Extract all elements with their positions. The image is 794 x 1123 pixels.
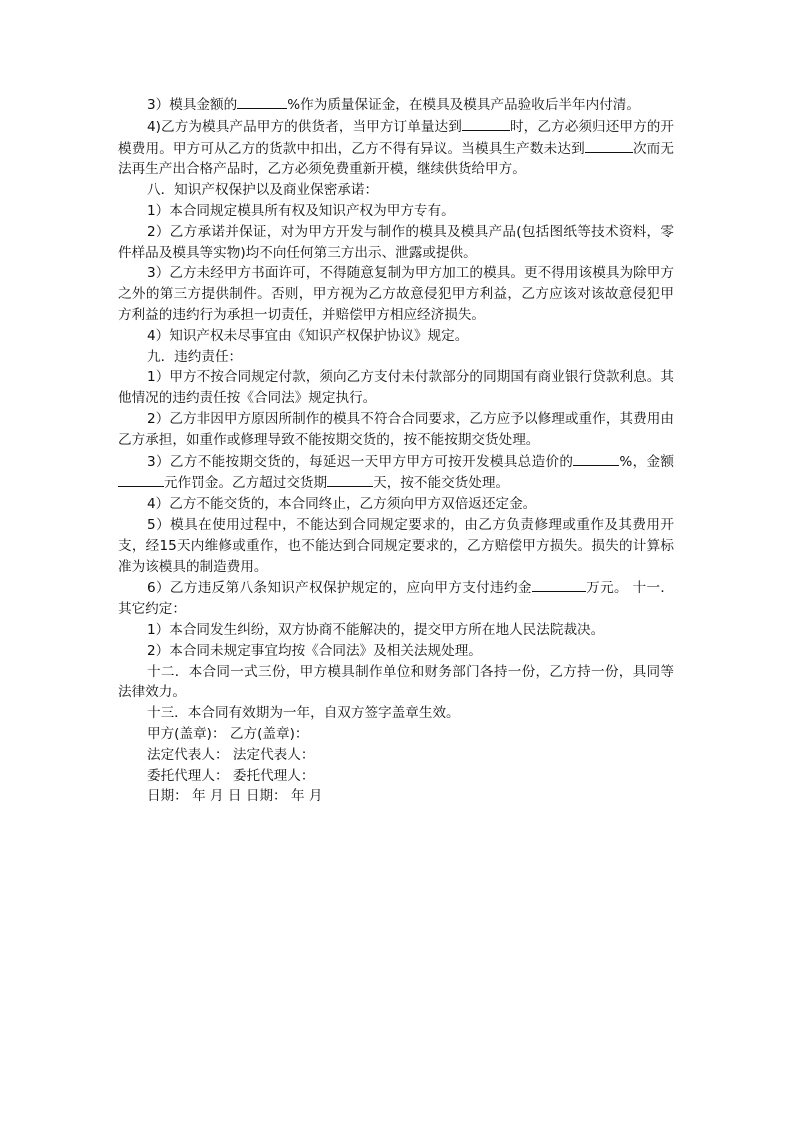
section-8-item-3: 3）乙方未经甲方书面许可，不得随意复制为甲方加工的模具。更不得用该模具为除甲方之外的第三方提供制件。否则，甲方视为乙方故意侵犯甲方利益，乙方应该对该故意侵犯甲方利益的违约行为承担一切责任，并赔偿甲方相应经济损失。 bbox=[118, 265, 674, 323]
document-body bbox=[118, 94, 674, 807]
section-12: 十二．本合同一式三份，甲方模具制作单位和财务部门各持一份，乙方持一份，具同等法律效力。 bbox=[118, 663, 674, 701]
section-8-item-4: 4）知识产权未尽事宜由《知识产权保护协议》规定。 bbox=[147, 327, 469, 344]
signature-date-line: 日期： 年 月 日 日期： 年 月 bbox=[147, 788, 323, 805]
blank-field bbox=[327, 472, 373, 487]
section-9-item-1: 1）甲方不按合同规定付款，须向乙方支付未付款部分的同期国有商业银行贷款利息。其他情况的违约责任按《合同法》规定执行。 bbox=[118, 369, 674, 407]
section-9-item-5: 5）模具在使用过程中，不能达到合同规定要求的，由乙方负责修理或重作及其费用开支，经15天内维修或重作，也不能达到合同规定要求的，乙方赔偿甲方损失。损失的计算标准为该模具的制造费用。 bbox=[118, 516, 674, 575]
section-9-item-4: 4）乙方不能交货的，本合同终止，乙方须向甲方双倍返还定金。 bbox=[147, 496, 537, 513]
section-9-heading: 九．违约责任： bbox=[147, 348, 243, 365]
section-9-item-3: 3）乙方不能按期交货的，每延迟一天甲方甲方可按开发模具总造价的 %，金额元作罚金。乙方超过交货期 天，按不能交货处理。 bbox=[118, 451, 674, 495]
section-8-heading: 八．知识产权保护以及商业保密承诺： bbox=[147, 182, 379, 199]
clause-3-deposit: 3）模具金额的 %作为质量保证金，在模具及模具产品验收后半年内付清。 bbox=[118, 94, 674, 116]
blank-field bbox=[462, 116, 510, 131]
section-9-item-2: 2）乙方非因甲方原因所制作的模具不符合合同要求，乙方应予以修理或重作，其费用由乙方承担，如重作或修理导致不能按期交货的，按不能按期交货处理。 bbox=[118, 410, 674, 448]
blank-field bbox=[532, 577, 586, 592]
section-8-item-1: 1）本合同规定模具所有权及知识产权为甲方专有。 bbox=[147, 202, 455, 219]
clause-4-supplier: 4)乙方为模具产品甲方的供货者，当甲方订单量达到 时，乙方必须归还甲方的开模费用。甲方可从乙方的货款中扣出，乙方不得有异议。当模具生产数未达到 次而无法再生产出合格产品时，乙方必须免费重新开模，继续供货给甲方。 bbox=[118, 116, 674, 180]
signature-agent-line: 委托代理人： 委托代理人： bbox=[147, 767, 315, 784]
blank-field bbox=[585, 138, 633, 153]
section-11-item-2: 2）本合同未规定事宜均按《合同法》及相关法规处理。 bbox=[147, 642, 482, 659]
section-11-item-1: 1）本合同发生纠纷，双方协商不能解决的，提交甲方所在地人民法院裁决。 bbox=[147, 621, 605, 638]
blank-field bbox=[573, 451, 619, 466]
signature-legal-rep-line: 法定代表人： 法定代表人： bbox=[147, 746, 315, 763]
section-13: 十三．本合同有效期为一年，自双方签字盖章生效。 bbox=[147, 705, 460, 722]
section-9-item-6: 6）乙方违反第八条知识产权保护规定的，应向甲方支付违约金 万元。 十一．其它约定： bbox=[118, 577, 674, 620]
signature-seal-line: 甲方(盖章)： 乙方(盖章)： bbox=[147, 725, 309, 742]
section-8-item-2: 2）乙方承诺并保证，对为甲方开发与制作的模具及模具产品(包括图纸等技术资料，零件样品及模具等实物)均不向任何第三方出示、泄露或提供。 bbox=[118, 223, 674, 261]
blank-field bbox=[237, 94, 287, 109]
blank-field bbox=[118, 472, 164, 487]
